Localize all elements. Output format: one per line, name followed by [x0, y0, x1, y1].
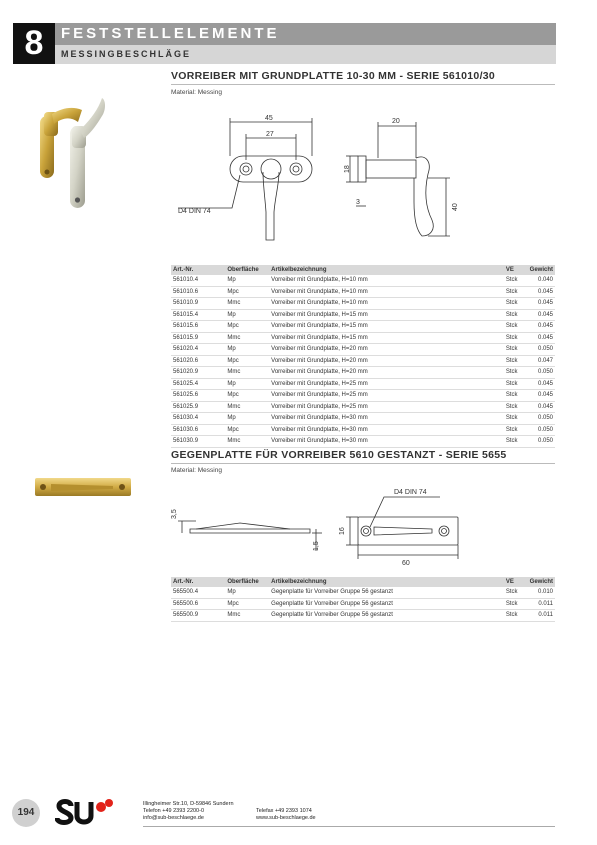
cell-ve: Stck: [504, 598, 528, 610]
page-number: 194: [12, 799, 40, 827]
cell-description: Vorreiber mit Grundplatte, H=15 mm: [269, 321, 504, 333]
section1-material: Material: Messing: [171, 89, 222, 96]
col-surface: Oberfläche: [225, 265, 269, 275]
vorreiber-product-photo: [32, 86, 112, 216]
cell-weight: 0.050: [528, 413, 555, 425]
table-row: [171, 367, 555, 379]
cell-surface: Mp: [225, 309, 269, 321]
table-row: [171, 598, 555, 610]
cell-art-nr: 561030.6: [171, 424, 225, 436]
cell-ve: Stck: [504, 413, 528, 425]
cell-art-nr: 565500.9: [171, 610, 225, 622]
cell-description: Vorreiber mit Grundplatte, H=20 mm: [269, 355, 504, 367]
cell-weight: 0.050: [528, 344, 555, 356]
cell-art-nr: 561020.4: [171, 344, 225, 356]
cell-weight: 0.045: [528, 298, 555, 310]
section2-table-body: [171, 587, 555, 621]
dim-18-label: 18: [344, 165, 351, 173]
table-row: [171, 309, 555, 321]
cell-description: Vorreiber mit Grundplatte, H=10 mm: [269, 286, 504, 298]
cell-surface: Mp: [225, 587, 269, 598]
gegenplatte-technical-drawing: [170, 485, 470, 569]
cell-ve: Stck: [504, 401, 528, 413]
cell-art-nr: 561010.4: [171, 275, 225, 286]
table-row: [171, 587, 555, 598]
cell-ve: Stck: [504, 367, 528, 379]
footer-email[interactable]: info@sub-beschlaege.de: [143, 815, 204, 821]
cell-art-nr: 561025.4: [171, 378, 225, 390]
table-row: [171, 401, 555, 413]
cell-weight: 0.050: [528, 424, 555, 436]
cell-ve: Stck: [504, 321, 528, 333]
cell-surface: Mpc: [225, 355, 269, 367]
col-ve: VE: [504, 265, 528, 275]
cell-art-nr: 561015.9: [171, 332, 225, 344]
chapter-number: 8: [13, 23, 55, 64]
cell-description: Vorreiber mit Grundplatte, H=25 mm: [269, 390, 504, 402]
cell-art-nr: 561025.9: [171, 401, 225, 413]
dim-40-label: 40: [452, 203, 459, 211]
dim-27-label: 27: [266, 131, 274, 138]
table-row: [171, 321, 555, 333]
table-row: [171, 355, 555, 367]
cell-description: Gegenplatte für Vorreiber Gruppe 56 gestanzt: [269, 598, 504, 610]
section2-divider: [171, 463, 555, 464]
col-description: Artikelbezeichnung: [269, 265, 504, 275]
cell-art-nr: 561025.6: [171, 390, 225, 402]
cell-art-nr: 561015.4: [171, 309, 225, 321]
cell-weight: 0.010: [528, 587, 555, 598]
section2-title: GEGENPLATTE FÜR VORREIBER 5610 GESTANZT - SERIE 5655: [171, 449, 507, 461]
cell-description: Vorreiber mit Grundplatte, H=10 mm: [269, 298, 504, 310]
cell-weight: 0.045: [528, 309, 555, 321]
cell-art-nr: 561010.9: [171, 298, 225, 310]
footer-web[interactable]: www.sub-beschlaege.de: [256, 815, 316, 821]
table-row: [171, 378, 555, 390]
cell-ve: Stck: [504, 298, 528, 310]
footer-address: Illingheimer Str.10, D-59846 Sundern: [143, 801, 234, 807]
cell-art-nr: 561020.9: [171, 367, 225, 379]
cell-description: Gegenplatte für Vorreiber Gruppe 56 gestanzt: [269, 587, 504, 598]
cell-weight: 0.045: [528, 286, 555, 298]
dim-1-5-label: 1,5: [313, 541, 320, 551]
dim-60-label: 60: [402, 560, 410, 567]
dim-20-label: 20: [392, 118, 400, 125]
cell-ve: Stck: [504, 390, 528, 402]
cell-weight: 0.011: [528, 598, 555, 610]
cell-art-nr: 561015.6: [171, 321, 225, 333]
sub-logo: [55, 798, 115, 826]
cell-ve: Stck: [504, 587, 528, 598]
cell-weight: 0.045: [528, 332, 555, 344]
cell-ve: Stck: [504, 344, 528, 356]
table-row: [171, 275, 555, 286]
col-description: Artikelbezeichnung: [269, 577, 504, 587]
cell-description: Vorreiber mit Grundplatte, H=30 mm: [269, 424, 504, 436]
cell-description: Vorreiber mit Grundplatte, H=20 mm: [269, 367, 504, 379]
col-art-nr: Art.-Nr.: [171, 265, 225, 275]
cell-surface: Mmc: [225, 610, 269, 622]
cell-surface: Mp: [225, 413, 269, 425]
cell-description: Vorreiber mit Grundplatte, H=30 mm: [269, 413, 504, 425]
cell-surface: Mmc: [225, 367, 269, 379]
dim-16-label: 16: [339, 527, 346, 535]
table-row: [171, 298, 555, 310]
cell-description: Vorreiber mit Grundplatte, H=15 mm: [269, 332, 504, 344]
col-weight: Gewicht: [529, 579, 553, 585]
cell-surface: Mmc: [225, 401, 269, 413]
cell-weight: 0.045: [528, 390, 555, 402]
dim-45-label: 45: [265, 115, 273, 122]
cell-weight: 0.040: [528, 275, 555, 286]
section1-title: VORREIBER MIT GRUNDPLATTE 10-30 MM - SERIE 561010/30: [171, 70, 496, 82]
footer-phone: Telefon +49 2393 2200-0: [143, 808, 205, 814]
table-header-row: [171, 577, 555, 587]
cell-surface: Mp: [225, 344, 269, 356]
cell-ve: Stck: [504, 355, 528, 367]
cell-ve: Stck: [504, 332, 528, 344]
cell-ve: Stck: [504, 275, 528, 286]
cell-surface: Mp: [225, 275, 269, 286]
table-row: [171, 413, 555, 425]
cell-ve: Stck: [504, 309, 528, 321]
vorreiber-technical-drawing: [170, 112, 470, 248]
cell-description: Vorreiber mit Grundplatte, H=30 mm: [269, 436, 504, 448]
table-row: [171, 332, 555, 344]
table-row: [171, 436, 555, 448]
cell-ve: Stck: [504, 378, 528, 390]
col-weight: Gewicht: [529, 267, 553, 273]
cell-description: Vorreiber mit Grundplatte, H=25 mm: [269, 401, 504, 413]
cell-weight: 0.047: [528, 355, 555, 367]
cell-surface: Mp: [225, 378, 269, 390]
cell-description: Vorreiber mit Grundplatte, H=10 mm: [269, 275, 504, 286]
cell-weight: 0.050: [528, 367, 555, 379]
cell-ve: Stck: [504, 436, 528, 448]
table-header-row: [171, 265, 555, 275]
cell-ve: Stck: [504, 286, 528, 298]
cell-surface: Mpc: [225, 321, 269, 333]
cell-art-nr: 561020.6: [171, 355, 225, 367]
cell-ve: Stck: [504, 610, 528, 622]
cell-surface: Mpc: [225, 424, 269, 436]
table-row: [171, 610, 555, 622]
chapter-title: FESTSTELLELEMENTE: [55, 23, 556, 45]
col-ve: VE: [504, 577, 528, 587]
cell-surface: Mmc: [225, 436, 269, 448]
col-surface: Oberfläche: [225, 577, 269, 587]
cell-weight: 0.045: [528, 401, 555, 413]
section2-material: Material: Messing: [171, 467, 222, 474]
cell-weight: 0.011: [528, 610, 555, 622]
cell-surface: Mmc: [225, 298, 269, 310]
section1-table-body: [171, 275, 555, 447]
section1-table: [171, 265, 555, 448]
col-art-nr: Art.-Nr.: [171, 577, 225, 587]
cell-surface: Mmc: [225, 332, 269, 344]
cell-description: Vorreiber mit Grundplatte, H=20 mm: [269, 344, 504, 356]
cell-ve: Stck: [504, 424, 528, 436]
gegenplatte-product-photo: [33, 474, 133, 500]
cell-art-nr: 561030.4: [171, 413, 225, 425]
cell-surface: Mpc: [225, 598, 269, 610]
cell-description: Vorreiber mit Grundplatte, H=15 mm: [269, 309, 504, 321]
cell-art-nr: 565500.6: [171, 598, 225, 610]
cell-weight: 0.045: [528, 321, 555, 333]
section2-table: [171, 577, 555, 622]
footer-fax: Telefax +49 2393 1074: [256, 808, 312, 814]
table-row: [171, 286, 555, 298]
table-row: [171, 344, 555, 356]
cell-surface: Mpc: [225, 286, 269, 298]
din-label-2: D4 DIN 74: [394, 489, 427, 496]
cell-weight: 0.045: [528, 378, 555, 390]
cell-description: Gegenplatte für Vorreiber Gruppe 56 gestanzt: [269, 610, 504, 622]
chapter-subtitle: MESSINGBESCHLÄGE: [55, 45, 556, 64]
dim-3-5-label: 3,5: [171, 509, 178, 519]
cell-art-nr: 561010.6: [171, 286, 225, 298]
cell-description: Vorreiber mit Grundplatte, H=25 mm: [269, 378, 504, 390]
table-row: [171, 424, 555, 436]
section1-divider: [171, 84, 555, 85]
cell-weight: 0.050: [528, 436, 555, 448]
cell-surface: Mpc: [225, 390, 269, 402]
dim-3-label: 3: [356, 199, 360, 206]
cell-art-nr: 561030.9: [171, 436, 225, 448]
footer-divider: [143, 826, 555, 827]
table-row: [171, 390, 555, 402]
cell-art-nr: 565500.4: [171, 587, 225, 598]
din-label: D4 DIN 74: [178, 208, 211, 215]
